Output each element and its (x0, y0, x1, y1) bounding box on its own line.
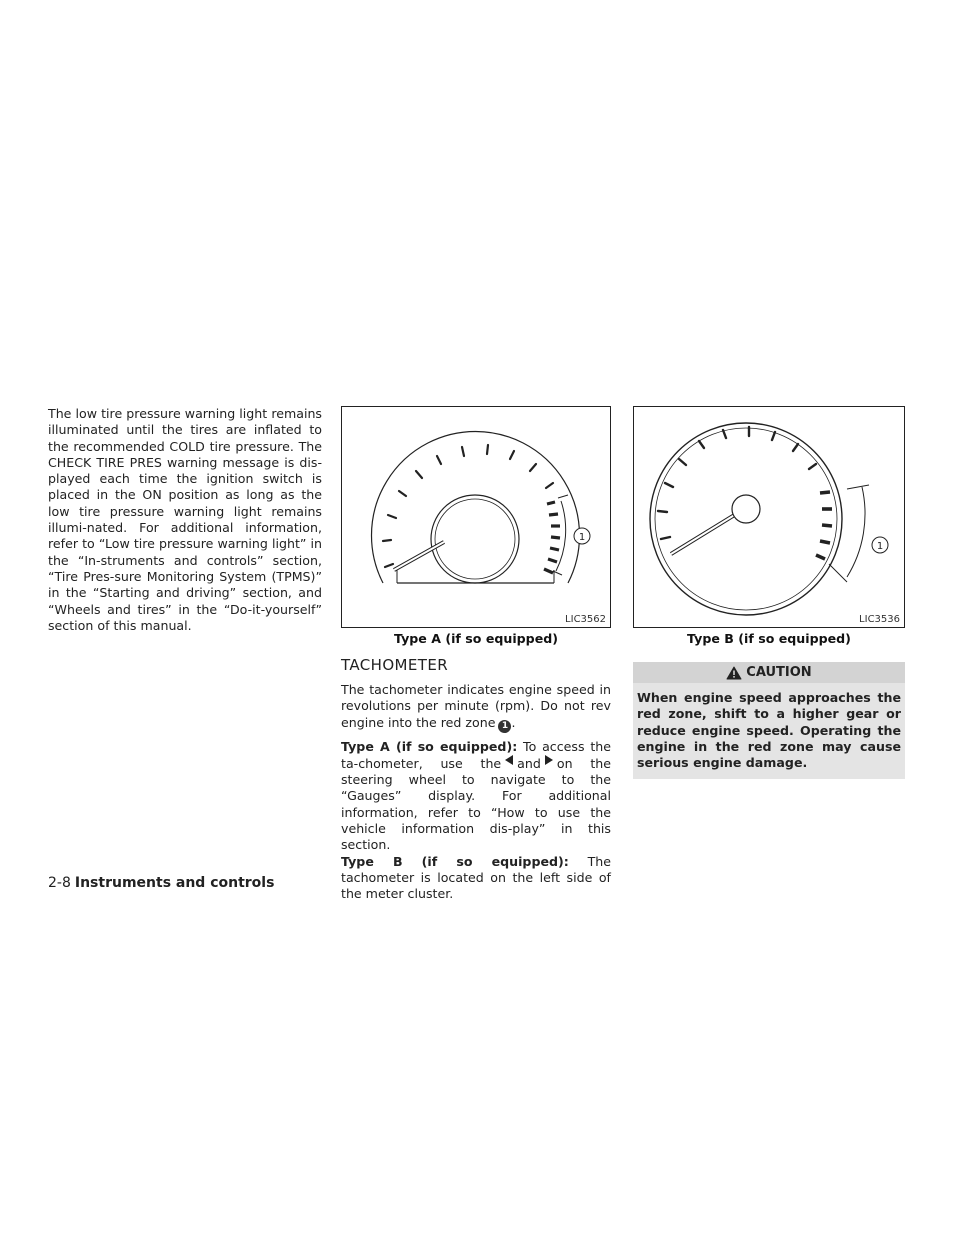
figure-a-callout: 1 (578, 532, 586, 543)
figure-b-caption: Type B (if so equipped) (687, 631, 851, 646)
type-b-paragraph (341, 854, 611, 903)
tachometer-a-red-zone (544, 502, 560, 573)
figure-a-id: LIC3562 (565, 614, 606, 625)
page-footer (48, 875, 274, 891)
caution-title: CAUTION (746, 665, 812, 680)
type-a-label: Type A (if so equipped): (341, 738, 518, 754)
caution-header (633, 662, 905, 683)
section-title: Instruments and controls (74, 875, 275, 891)
tachometer-type-b-figure (633, 406, 905, 628)
figure-a-caption: Type A (if so equipped) (393, 631, 559, 646)
type-b-text: The tachometer is located on the left side of the meter cluster. (341, 853, 611, 902)
right-arrow-button-icon (545, 755, 553, 765)
page-number: 2-8 (48, 875, 71, 891)
red-zone-callout-icon: 1 (498, 720, 511, 733)
middle-column (341, 406, 611, 903)
type-a-paragraph (341, 739, 611, 854)
tachometer-type-b-illustration (634, 407, 904, 627)
tachometer-intro-text: The tachometer indicates engine speed in revolutions per minute (rpm). Do not rev engine into the red zone (341, 682, 611, 730)
left-arrow-button-icon (505, 755, 513, 765)
warning-icon (726, 666, 742, 680)
type-a-text-1: To access the ta-chometer, use the (341, 738, 611, 771)
tachometer-heading: TACHOMETER (341, 656, 449, 674)
figure-b-callout: 1 (876, 541, 884, 552)
caution-box (633, 662, 905, 779)
tachometer-intro-end: . (511, 714, 516, 730)
type-a-text-2: on the steering wheel to navigate to the “Gauges” display. For additional information, refer to “How to use the vehicle information dis-play” in this section. (341, 755, 611, 853)
figure-b-id: LIC3536 (859, 614, 900, 625)
tire-pressure-paragraph: The low tire pressure warning light remains illuminated until the tires are inflated to the recommended COLD tire pressure. The CHECK TIRE PRES warning message is dis-played each time the ignition switch is placed in the ON position as long as the low tire pressure warning light remains illumi-nated. For additional information, refer to “Low tire pressure warning light” in the “In-struments and controls” section, “Tire Pres-sure Monitoring System (TPMS)” in the “Starting and driving” section, and “Wheels and tires” in the “Do-it-yourself” section of this manual. (48, 406, 322, 633)
caution-text: When engine speed approaches the red zone, shift to a higher gear or reduce engine speed. Operating the engine in the red zone may cause serious engine damage. (637, 690, 901, 771)
type-b-label: Type B (if so equipped): (341, 853, 569, 869)
right-column (633, 406, 905, 779)
type-a-and: and (517, 755, 541, 771)
tachometer-type-a-figure (341, 406, 611, 628)
tachometer-type-a-illustration (342, 407, 610, 627)
left-column (48, 406, 322, 634)
tachometer-intro (341, 682, 611, 733)
